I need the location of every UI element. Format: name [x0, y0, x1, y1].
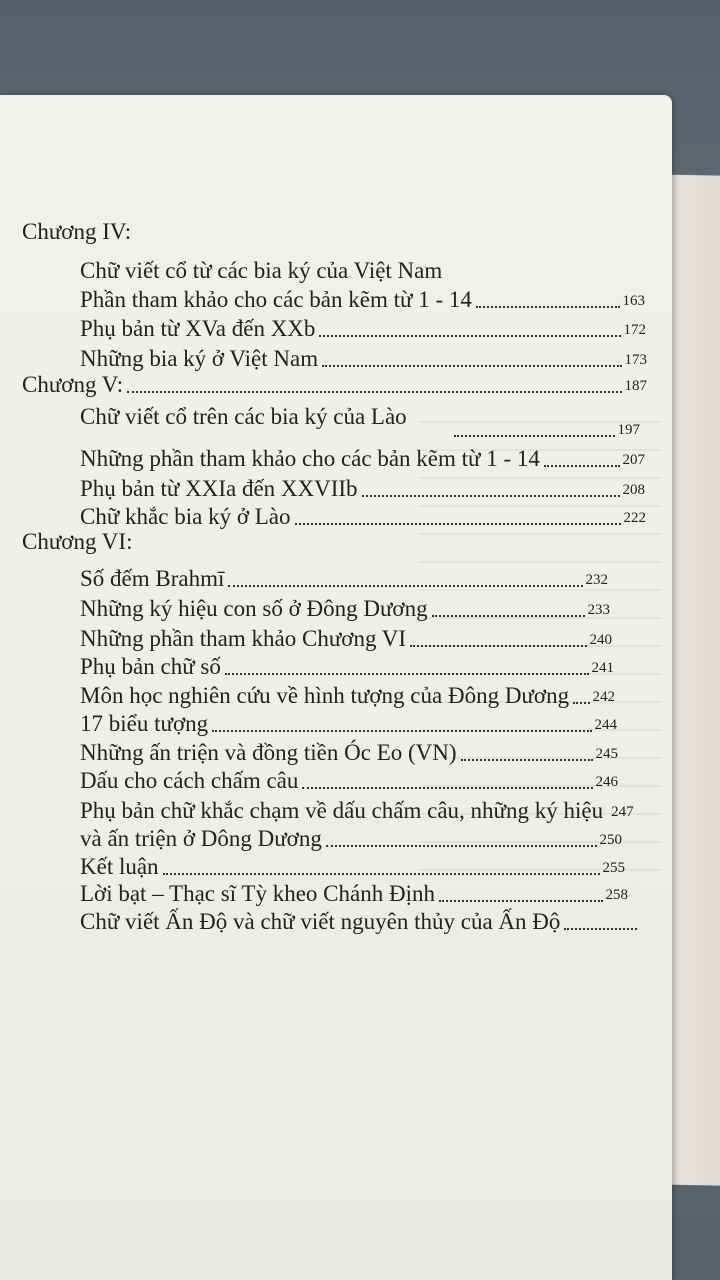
chapter-heading: Chương V:: [22, 372, 124, 397]
toc-page-number: 258: [605, 887, 628, 903]
toc-page-number: 247: [611, 804, 634, 820]
dot-leader: [326, 845, 597, 847]
toc-entry: [80, 705, 617, 735]
toc-entry: [80, 903, 640, 933]
toc-page-number: 187: [624, 378, 647, 394]
toc-entry: [80, 310, 646, 340]
toc-entry-title: Những ký hiệu con số ở Đông Dương: [80, 596, 428, 621]
toc-entry: [80, 875, 628, 905]
toc-entry: [80, 281, 645, 311]
toc-page-number: 207: [622, 452, 645, 468]
dot-leader: [461, 759, 593, 761]
toc-entry-title: Lời bạt – Thạc sĩ Tỳ kheo Chánh Định: [80, 881, 435, 906]
toc-page-number: 163: [622, 293, 645, 309]
toc-page-number: 222: [623, 510, 646, 526]
toc-page-number: 240: [589, 632, 612, 648]
dot-leader: [573, 702, 589, 704]
toc-entry: [80, 792, 634, 823]
toc-entry-title: Môn học nghiên cứu về hình tượng của Đông Dương: [80, 683, 570, 708]
dot-leader: [410, 645, 586, 647]
toc-entry: [80, 762, 618, 792]
toc-entry-title: Kết luận: [80, 854, 159, 879]
toc-page-number: 197: [617, 422, 640, 438]
dot-leader: [564, 928, 637, 930]
toc-entry: [80, 677, 615, 707]
dot-leader: [476, 306, 620, 308]
dot-leader: [212, 730, 591, 732]
toc-page-number: 233: [587, 602, 610, 618]
toc-entry-title: Chữ viết Ấn Độ và chữ viết nguyên thủy của Ấn Độ: [80, 909, 561, 934]
dot-leader: [454, 435, 615, 437]
toc-entry-title: Chữ viết cổ trên các bia ký của Lào: [80, 404, 407, 429]
toc-entry-title: Phụ bản từ XVa đến XXb: [80, 316, 316, 341]
toc-entry: [80, 252, 640, 282]
toc-entry: [80, 648, 614, 678]
toc-entry: [80, 560, 608, 590]
toc-entry-title: 17 biểu tượng: [80, 711, 209, 736]
dot-leader: [127, 391, 621, 393]
toc-entry: [80, 734, 618, 764]
toc-page-number: 173: [624, 352, 647, 368]
toc-page-number: 255: [602, 860, 625, 876]
dot-leader: [544, 465, 620, 467]
toc-entry: [80, 848, 625, 878]
toc-entry-continuation: [450, 410, 640, 440]
toc-entry: [80, 498, 646, 528]
toc-page-number: 245: [595, 746, 618, 762]
toc-page-number: 244: [594, 717, 617, 733]
toc-page-number: 241: [591, 660, 614, 676]
toc-entry-title: Những ấn triện và đồng tiền Óc Eo (VN): [80, 740, 457, 765]
toc-entry-title: và ấn triện ở Dông Dương: [80, 826, 322, 851]
toc-page-number: 246: [595, 774, 618, 790]
dot-leader: [362, 495, 620, 497]
dot-leader: [295, 523, 621, 525]
toc-entry: [80, 590, 610, 620]
chapter-heading: Chương IV:: [22, 219, 132, 244]
chapter-heading-row: [22, 366, 647, 396]
dot-leader: [432, 615, 585, 617]
toc-entry-title: Phụ bản từ XXIa đến XXVIIb: [80, 476, 358, 501]
toc-entry-title: Số đếm Brahmī: [80, 566, 225, 591]
toc-entry-title: Phụ bản chữ số: [80, 654, 221, 679]
toc-entry: [80, 440, 645, 470]
toc-page-number: 172: [623, 322, 646, 338]
dot-leader: [302, 787, 592, 789]
toc-page-number: 242: [592, 689, 615, 705]
toc-entry: [80, 620, 612, 650]
toc-entry-title: Những phần tham khảo cho các bản kẽm từ 1 - 14: [80, 446, 540, 471]
toc-entry: [80, 470, 645, 500]
dot-leader: [319, 335, 620, 337]
toc-entry-title: Chữ khắc bia ký ở Lào: [80, 504, 291, 529]
toc-page-number: 250: [599, 832, 622, 848]
dot-leader: [228, 585, 582, 587]
toc-entry-title: Những bia ký ở Việt Nam: [80, 346, 319, 371]
dot-leader: [439, 900, 603, 902]
dot-leader: [225, 673, 589, 675]
chapter-heading: Chương VI:: [22, 529, 133, 554]
toc-entry-title: Phụ bản chữ khắc chạm về dấu chấm câu, những ký hiệu: [80, 798, 604, 823]
toc-entry-title: Những phần tham khảo Chương VI: [80, 626, 407, 651]
toc-page-number: 208: [622, 482, 645, 498]
toc-entry-title: Dấu cho cách chấm câu: [80, 768, 299, 793]
toc-entry-title: Chữ viết cổ từ các bia ký của Việt Nam: [80, 258, 443, 283]
toc-page-number: 232: [585, 572, 608, 588]
toc-entry-title: Phần tham khảo cho các bản kẽm từ 1 - 14: [80, 287, 472, 312]
toc-entry: [80, 820, 622, 850]
